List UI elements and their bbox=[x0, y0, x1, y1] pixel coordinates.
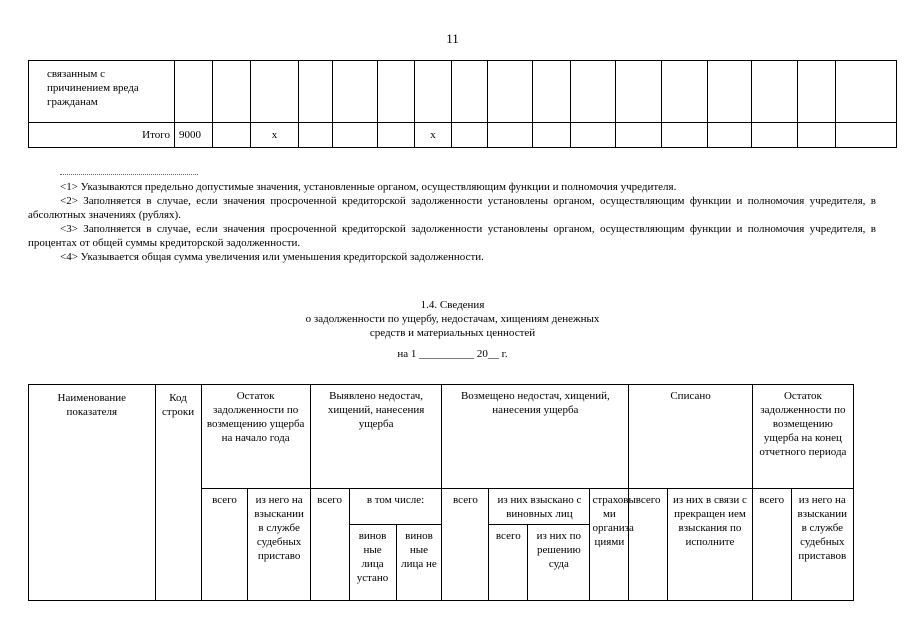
header-bailiffs-start: из него на взыскании в службе судебных приставо bbox=[248, 489, 310, 601]
section-subtitle-2: средств и материальных ценностей bbox=[369, 327, 536, 339]
footnote-1: <1> Указываются предельно допустимые значения, установленные органом, осуществляющим функции и полномочия учредителя. bbox=[60, 181, 677, 193]
total-x-mark: х bbox=[251, 123, 299, 148]
total-code: 9000 bbox=[175, 123, 213, 148]
section-subtitle-1: о задолженности по ущербу, недостачам, хищениям денежных bbox=[305, 313, 600, 325]
section-title: 1.4. Сведения bbox=[420, 299, 485, 311]
header-total: всего bbox=[201, 489, 248, 601]
header-termination: из них в связи с прекращен ием взыскания по исполните bbox=[668, 489, 753, 601]
header-balance-end: Остаток задолженности по возмещению ущерба на конец отчетного периода bbox=[752, 385, 853, 489]
continuation-table bbox=[28, 60, 897, 148]
header-insurance: страховы ми организа циями bbox=[590, 489, 629, 601]
header-guilty-not-identified: винов ные лица не bbox=[396, 525, 442, 601]
header-total: всего bbox=[752, 489, 791, 601]
header-recovered-from-guilty: из них взыскано с виновных лиц bbox=[489, 489, 590, 525]
header-balance-start: Остаток задолженности по возмещению ущерба на начало года bbox=[201, 385, 310, 489]
header-guilty-identified: винов ные лица устано bbox=[349, 525, 396, 601]
header-compensated: Возмещено недостач, хищений, нанесения ущерба bbox=[442, 385, 629, 489]
header-name: Наименование показателя bbox=[29, 385, 156, 601]
section-heading bbox=[0, 298, 905, 361]
header-court-decision: из них по решению суда bbox=[528, 525, 590, 601]
total-label: Итого bbox=[29, 123, 175, 148]
debt-damage-table bbox=[28, 384, 854, 601]
header-bailiffs-end: из него на взыскании в службе судебных приставов bbox=[791, 489, 853, 601]
footnote-2: <2> Заполняется в случае, если значения просроченной кредиторской задолженности установлены органом, осуществляющим функции и полномочия учредителя, в абсолютных значениях (рублях). bbox=[28, 195, 876, 221]
header-identified: Выявлено недостач, хищений, нанесения ущерба bbox=[310, 385, 442, 489]
footnotes bbox=[28, 180, 876, 264]
header-total: всего bbox=[489, 525, 528, 601]
header-total: всего bbox=[310, 489, 349, 601]
footnote-4: <4> Указывается общая сумма увеличения или уменьшения кредиторской задолженности. bbox=[60, 251, 484, 263]
header-written-off: Списано bbox=[629, 385, 753, 489]
footnote-3: <3> Заполняется в случае, если значения просроченной кредиторской задолженности установлены органом, осуществляющим функции и полномочия учредителя, в процентах от общей суммы кредиторской задолженности. bbox=[28, 223, 876, 249]
section-date-line: на 1 __________ 20__ г. bbox=[397, 348, 508, 360]
total-x-mark: х bbox=[415, 123, 452, 148]
header-total: всего bbox=[629, 489, 668, 601]
row-label-harm: связанным с причинением вреда гражданам bbox=[29, 61, 175, 123]
footnote-separator bbox=[60, 174, 198, 175]
table-row bbox=[29, 61, 897, 123]
table-row-total bbox=[29, 123, 897, 148]
header-row-1 bbox=[29, 385, 854, 489]
header-including: в том числе: bbox=[349, 489, 442, 525]
header-total: всего bbox=[442, 489, 489, 601]
header-code: Код строки bbox=[155, 385, 201, 601]
page-number: 11 bbox=[446, 31, 459, 46]
